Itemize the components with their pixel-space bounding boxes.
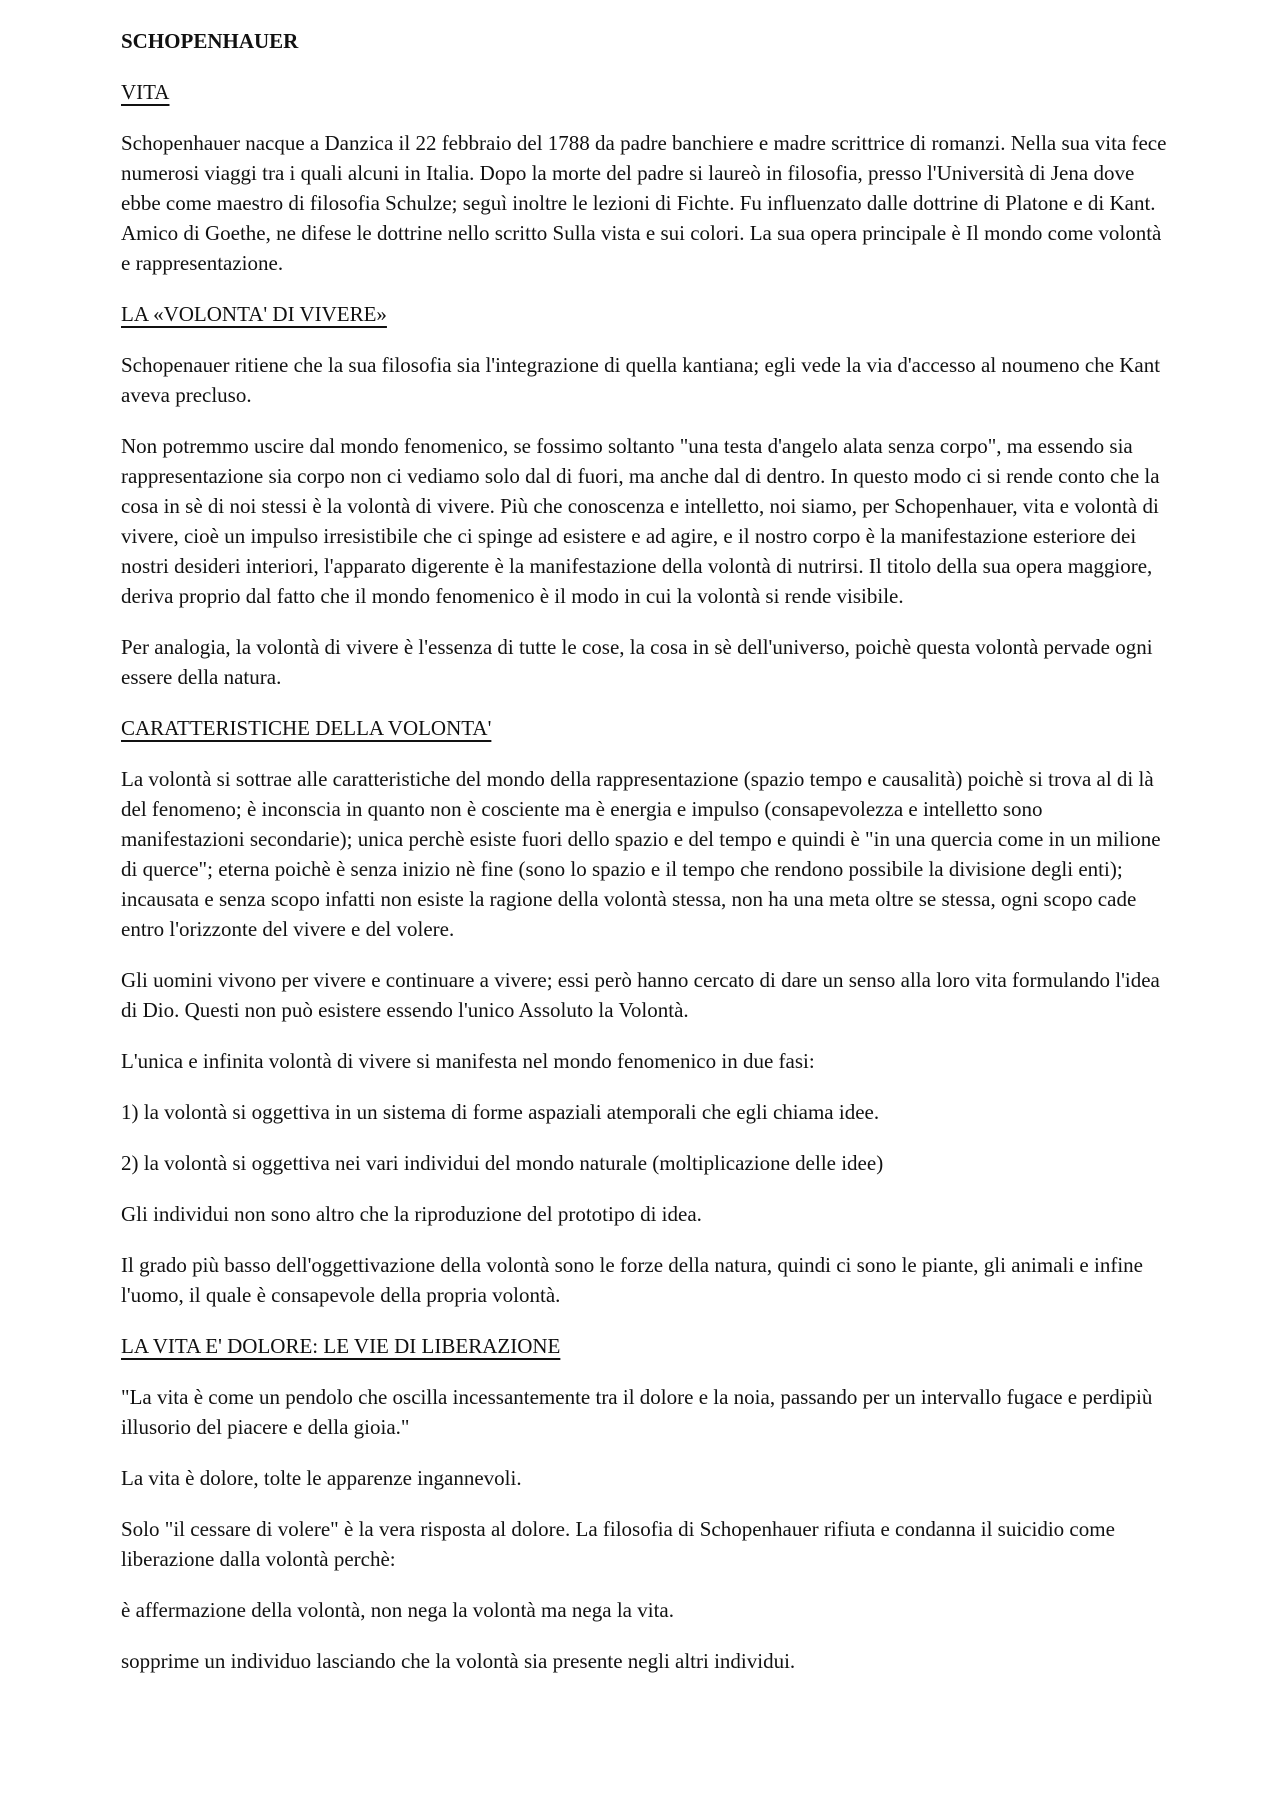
paragraph: L'unica e infinita volontà di vivere si manifesta nel mondo fenomenico in due fasi: <box>121 1049 815 1073</box>
section-heading-caratteristiche: CARATTERISTICHE DELLA VOLONTA' <box>121 716 492 740</box>
paragraph: Schopenauer ritiene che la sua filosofia sia l'integrazione di quella kantiana; egli vede la via d'accesso al noumeno che Kant aveva precluso. <box>121 353 1161 407</box>
section-heading-vita: VITA <box>121 80 170 104</box>
paragraph: La vita è dolore, tolte le apparenze ingannevoli. <box>121 1466 522 1490</box>
paragraph: La volontà si sottrae alle caratteristiche del mondo della rappresentazione (spazio tempo e causalità) poichè si trova al di là del fenomeno; è inconscia in quanto non è cosciente ma è energia e impulso (consapevolezza e intelletto sono manifestazioni secondarie); unica perchè esiste fuori dello spazio e del tempo e quindi è "in una quercia come in un milione di querce"; eterna poichè è senza inizio nè fine (sono lo spazio e il tempo che rendono possibile la divisione degli enti); incausata e senza scopo infatti non esiste la ragione della volontà stessa, non ha una meta oltre se stessa, ogni scopo cade entro l'orizzonte del vivere e del volere. <box>121 767 1161 941</box>
paragraph: Per analogia, la volontà di vivere è l'essenza di tutte le cose, la cosa in sè dell'universo, poichè questa volontà pervade ogni essere della natura. <box>121 635 1153 689</box>
document-page <box>121 26 1171 1697</box>
list-item: 2) la volontà si oggettiva nei vari individui del mondo naturale (moltiplicazione delle idee) <box>121 1151 884 1175</box>
paragraph: sopprime un individuo lasciando che la volontà sia presente negli altri individui. <box>121 1649 796 1673</box>
paragraph-vita: Schopenhauer nacque a Danzica il 22 febbraio del 1788 da padre banchiere e madre scrittrice di romanzi. Nella sua vita fece numerosi viaggi tra i quali alcuni in Italia. Dopo la morte del padre si laureò in filosofia, presso l'Università di Jena dove ebbe come maestro di filosofia Schulze; seguì inoltre le lezioni di Fichte. Fu influenzato dalle dottrine di Platone e di Kant. Amico di Goethe, ne difese le dottrine nello scritto Sulla vista e sui colori. La sua opera principale è Il mondo come volontà e rappresentazione. <box>121 131 1167 275</box>
paragraph: Non potremmo uscire dal mondo fenomenico, se fossimo soltanto "una testa d'angelo alata senza corpo", ma essendo sia rappresentazione sia corpo non ci vediamo solo dal di fuori, ma anche dal di dentro. In questo modo ci si rende conto che la cosa in sè di noi stessi è la volontà di vivere. Più che conoscenza e intelletto, noi siamo, per Schopenhauer, vita e volontà di vivere, cioè un impulso irresistibile che ci spinge ad esistere e ad agire, e il nostro corpo è la manifestazione esteriore dei nostri desideri interiori, l'apparato digerente è la manifestazione della volontà di nutrirsi. Il titolo della sua opera maggiore, deriva proprio dal fatto che il mondo fenomenico è il modo in cui la volontà si rende visibile. <box>121 434 1160 608</box>
paragraph: Gli individui non sono altro che la riproduzione del prototipo di idea. <box>121 1202 702 1226</box>
section-heading-volonta-di-vivere: LA «VOLONTA' DI VIVERE» <box>121 302 387 326</box>
paragraph: Solo "il cessare di volere" è la vera risposta al dolore. La filosofia di Schopenhauer rifiuta e condanna il suicidio come liberazione dalla volontà perchè: <box>121 1517 1115 1571</box>
paragraph: Gli uomini vivono per vivere e continuare a vivere; essi però hanno cercato di dare un senso alla loro vita formulando l'idea di Dio. Questi non può esistere essendo l'unico Assoluto la Volontà. <box>121 968 1160 1022</box>
section-heading-vita-dolore: LA VITA E' DOLORE: LE VIE DI LIBERAZIONE <box>121 1334 561 1358</box>
document-title: SCHOPENHAUER <box>121 29 299 53</box>
paragraph: è affermazione della volontà, non nega la volontà ma nega la vita. <box>121 1598 674 1622</box>
list-item: 1) la volontà si oggettiva in un sistema di forme aspaziali atemporali che egli chiama idee. <box>121 1100 880 1124</box>
quote-paragraph: "La vita è come un pendolo che oscilla incessantemente tra il dolore e la noia, passando per un intervallo fugace e perdipiù illusorio del piacere e della gioia." <box>121 1385 1153 1439</box>
paragraph: Il grado più basso dell'oggettivazione della volontà sono le forze della natura, quindi ci sono le piante, gli animali e infine l'uomo, il quale è consapevole della propria volontà. <box>121 1253 1143 1307</box>
